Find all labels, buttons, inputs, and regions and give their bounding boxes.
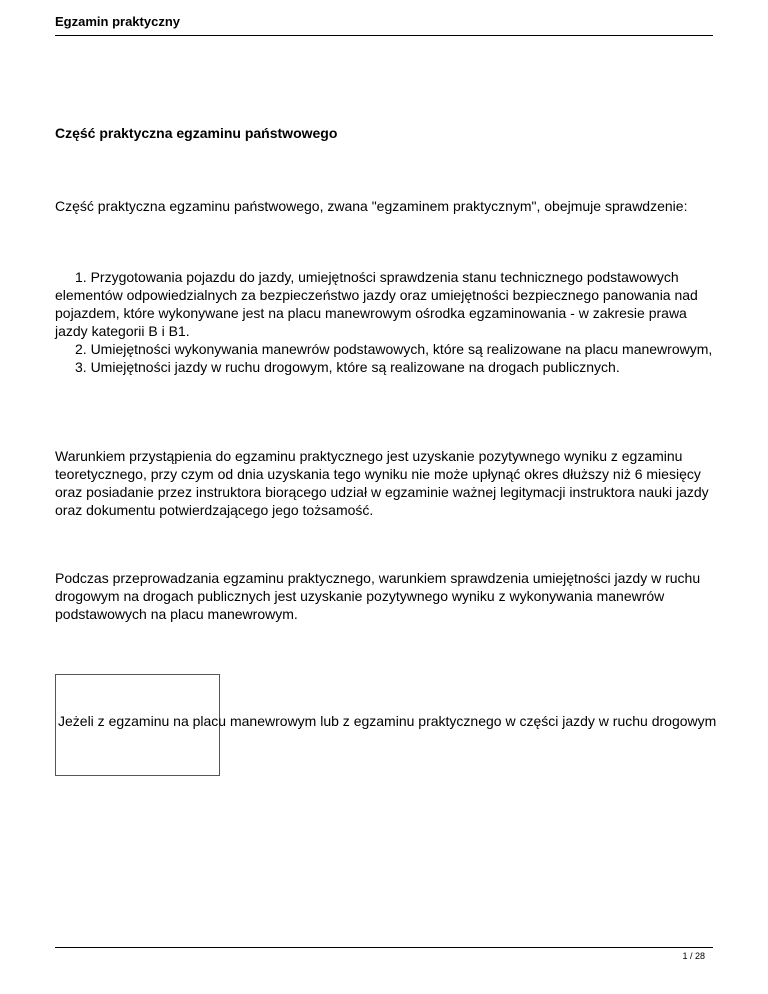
list-item: 1. Przygotowania pojazdu do jazdy, umiejętności sprawdzenia stanu technicznego podstawowych elementów odpowiedzialnych za bezpieczeństwo jazdy oraz umiejętności bezpiecznego panowania nad pojazdem, które wykonywane jest na placu manewrowym ośrodka egzaminowania - w zakresie prawa jazdy kategorii B i B1. [55, 269, 698, 339]
driving-condition-paragraph: Podczas przeprowadzania egzaminu praktycznego, warunkiem sprawdzenia umiejętności jazdy w ruchu drogowym na drogach publicznych jest uzyskanie pozytywnego wyniku z wykonywania manewrów podstawowych na placu manewrowym. [55, 570, 701, 622]
list-item: 2. Umiejętności wykonywania manewrów podstawowych, które są realizowane na placu manewrowym, [75, 341, 713, 357]
admission-condition-paragraph: Warunkiem przystąpienia do egzaminu praktycznego jest uzyskanie pozytywnego wyniku z egzaminu teoretycznego, przy czym od dnia uzyskania tego wyniku nie może upłynąć okres dłuższy niż 6 miesięcy oraz posiadanie przez instruktora biorącego udział w egzaminie ważnej legitymacji instruktora nauki jazdy oraz dokumentu potwierdzającego jego tożsamość. [55, 448, 709, 518]
requirements-list [55, 268, 715, 376]
list-item: 3. Umiejętności jazdy w ruchu drogowym, które są realizowane na drogach publicznych. [75, 359, 620, 375]
boxed-paragraph: Jeżeli z egzaminu na placu manewrowym lub z egzaminu praktycznego w części jazdy w ruchu drogowym [58, 713, 717, 729]
intro-paragraph: Część praktyczna egzaminu państwowego, zwana "egzaminem praktycznym", obejmuje sprawdzenie: [55, 198, 688, 214]
page-header [55, 13, 713, 36]
boxed-section [55, 674, 768, 776]
page-footer [55, 947, 713, 961]
header-title: Egzamin praktyczny [55, 14, 180, 29]
section-heading: Część praktyczna egzaminu państwowego [55, 125, 338, 141]
page-number: 1 / 28 [682, 951, 705, 961]
